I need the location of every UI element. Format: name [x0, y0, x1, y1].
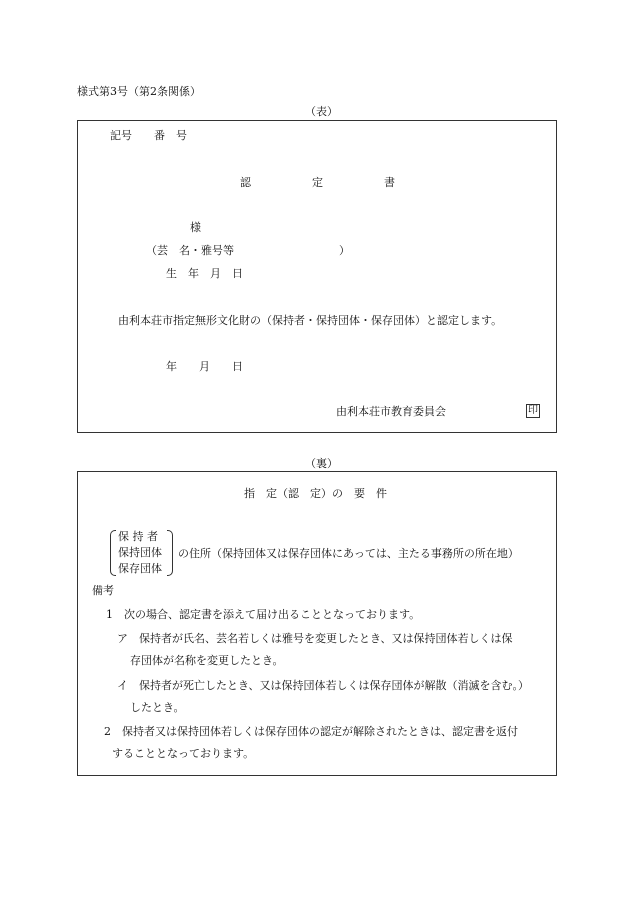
front-side-label: （表）: [305, 105, 338, 118]
issue-date: 年 月 日: [166, 360, 243, 373]
addressee-suffix: 様: [190, 221, 201, 234]
record-number-label: 記号 番 号: [110, 129, 187, 142]
certification-statement: 由利本荘市指定無形文化財の（保持者・保持団体・保存団体）と認定します。: [118, 314, 503, 327]
seal-mark: 印: [528, 405, 538, 416]
note-1b-line2: したとき。: [130, 701, 185, 714]
brace-item-holder: 保 持 者: [118, 530, 158, 543]
note-1a-line2: 存団体が名称を変更したとき。: [130, 654, 284, 667]
notes-heading: 備考: [92, 584, 114, 597]
front-certificate-box: [77, 120, 557, 433]
note-2-line1: 2 保持者又は保持団体若しくは保存団体の認定が解除されたときは、認定書を返付: [104, 725, 518, 738]
note-1a-line1: ア 保持者が氏名、芸名若しくは雅号を変更したとき、又は保持団体若しくは保: [117, 632, 513, 645]
brace-item-preservation-group: 保存団体: [118, 562, 162, 575]
title-char-2: 定: [312, 176, 323, 189]
left-brace: [110, 530, 116, 576]
title-char-3: 書: [384, 176, 395, 189]
note-2-line2: することとなっております。: [112, 747, 255, 760]
brace-item-holding-group: 保持団体: [118, 546, 162, 559]
note-1b-line1: イ 保持者が死亡したとき、又は保持団体若しくは保存団体が解散（消滅を含む。）: [117, 679, 530, 692]
note-1: 1 次の場合、認定書を添えて届け出ることとなっております。: [106, 608, 421, 621]
issuer-name: 由利本荘市教育委員会: [336, 405, 446, 418]
right-brace: [167, 530, 173, 576]
stage-name-close: ）: [339, 244, 350, 257]
stage-name-label: （芸 名・雅号等: [146, 244, 234, 257]
address-requirement: の住所（保持団体又は保存団体にあっては、主たる事務所の所在地）: [178, 547, 519, 560]
title-char-1: 認: [240, 176, 251, 189]
requirements-title: 指 定（認 定）の 要 件: [244, 487, 387, 500]
back-side-label: （裏）: [305, 457, 338, 470]
birth-date-label: 生 年 月 日: [166, 267, 243, 280]
form-number: 様式第3号（第2条関係）: [77, 85, 201, 98]
